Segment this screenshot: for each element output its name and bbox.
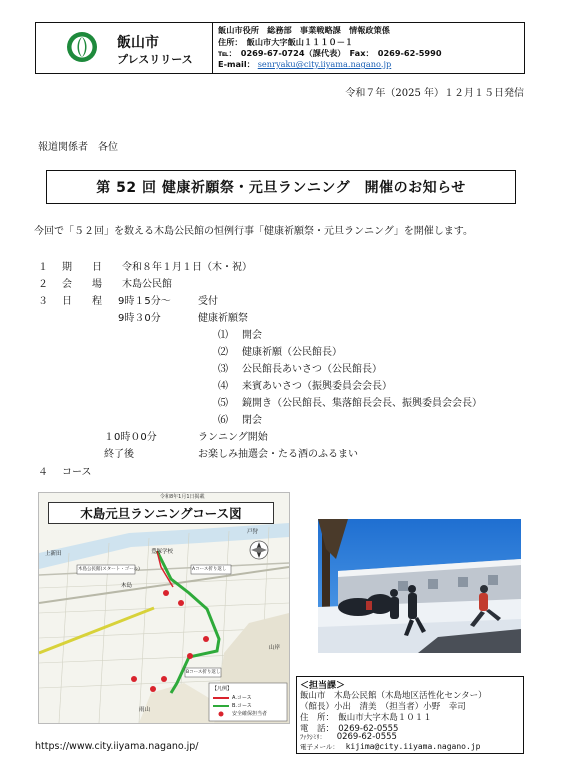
contact-fax-line — [300, 732, 397, 742]
city-name: 飯山市 — [117, 35, 159, 51]
footer-url[interactable]: https://www.city.iiyama.nagano.jp/ — [35, 741, 199, 752]
date-value: 令和８年１月１日（木・祝） — [122, 262, 252, 273]
schedule-time-4: 終了後 — [104, 449, 134, 460]
contact-box — [296, 676, 524, 754]
map-legend-dot: 安全確保担当者 — [232, 711, 268, 717]
map-legend-b: B.コース — [232, 703, 252, 709]
email-line — [218, 59, 391, 70]
map-school-label: 豊塚学校 — [151, 549, 174, 555]
page-title: 第 52 回 健康祈願祭・元旦ランニング 開催のお知らせ — [96, 180, 466, 196]
map-area-kamishinden: 上新田 — [45, 551, 62, 557]
schedule-event-1: 受付 — [198, 296, 218, 307]
running-photo-image — [318, 519, 521, 653]
contact-email[interactable]: kijima@city.iiyama.nagano.jp — [345, 742, 481, 751]
map-legend-a: A.コース — [232, 695, 252, 701]
map-start-label: 木島公民館(スタート・ゴール) — [78, 567, 140, 572]
map-area-kijima: 木島 — [121, 583, 133, 589]
schedule-event-2: 健康祈願祭 — [198, 313, 248, 324]
email-link[interactable]: senryaku@city.iiyama.nagano.jp — [257, 59, 392, 69]
map-legend-title: 【凡例】 — [212, 686, 233, 692]
contact-fax-label: ﾌｧｸｼﾐﾘ： — [300, 733, 326, 741]
contact-title: ＜担当課＞ — [300, 681, 346, 691]
sub-num-1: ⑴ — [218, 330, 228, 341]
sub-item-4: 来賓あいさつ（振興委員会会長） — [242, 381, 392, 392]
map-area-togari: 戸狩 — [247, 529, 259, 535]
schedule-event-4: お楽しみ抽選会・たる酒のふるまい — [198, 449, 358, 460]
issue-date: 令和７年（2025 年）１２月１５日発信 — [345, 88, 524, 99]
map-b-turn-label: Bコース折り返し — [186, 670, 221, 675]
sub-num-5: ⑸ — [218, 398, 228, 409]
schedule-time-2: 9時３0分 — [118, 313, 161, 324]
schedule-num: ３ — [38, 296, 48, 307]
running-photo — [318, 519, 521, 653]
map-area-ameyama: 雨山 — [139, 707, 151, 713]
contact-fax: 0269-62-0555 — [336, 732, 397, 742]
tel-fax-line: ℡： 0269-67-0724（課代表） Fax： 0269-62-5990 — [218, 48, 442, 58]
date-num: １ — [38, 262, 48, 273]
map-date: 令和8年1月1日掲載 — [160, 494, 205, 500]
sub-item-2: 健康祈願（公民館長） — [242, 347, 342, 358]
date-label: 期 日 — [62, 262, 102, 273]
schedule-time-1: 9時１5分～ — [118, 296, 171, 307]
course-map — [38, 492, 290, 724]
sub-num-2: ⑵ — [218, 347, 228, 358]
address-line: 住所： 飯山市大字飯山１１１０－１ — [218, 37, 354, 47]
venue-num: ２ — [38, 279, 48, 290]
sub-item-3: 公民館長あいさつ（公民館長） — [242, 364, 382, 375]
sub-num-3: ⑶ — [218, 364, 228, 375]
map-area-yamagishi: 山岸 — [269, 645, 281, 651]
schedule-time-3: １0時０0分 — [104, 432, 157, 443]
department-line: 飯山市役所 総務部 事業戦略課 情報政策係 — [218, 25, 390, 35]
sub-item-5: 鏡開き（公民館長、集落館長会長、振興委員会会長） — [242, 398, 482, 409]
sub-item-1: 開会 — [242, 330, 262, 341]
sub-num-6: ⑹ — [218, 415, 228, 426]
map-title-box — [48, 502, 274, 524]
contact-org: 飯山市 木島公民館（木島地区活性化センター） — [300, 691, 487, 701]
map-title: 木島元旦ランニングコース図 — [80, 506, 242, 521]
venue-value: 木島公民館 — [122, 279, 172, 290]
logo-cell — [36, 23, 213, 73]
course-num: ４ — [38, 467, 48, 478]
map-a-turn-label: Aコース折り返し — [192, 567, 227, 572]
sub-num-4: ⑷ — [218, 381, 228, 392]
press-release-label: プレスリリース — [117, 53, 193, 66]
intro-text: 今回で「５２回」を数える木島公民館の恒例行事「健康祈願祭・元旦ランニング」を開催します。 — [34, 226, 473, 237]
contact-address: 住 所： 飯山市大字木島１０１１ — [300, 713, 432, 723]
title-box — [46, 170, 516, 204]
schedule-event-3: ランニング開始 — [198, 432, 268, 443]
schedule-label: 日 程 — [62, 296, 102, 307]
venue-label: 会 場 — [62, 279, 102, 290]
contact-email-line — [300, 742, 480, 752]
contact-email-label: 電子メール： — [300, 743, 339, 751]
sub-item-6: 閉会 — [242, 415, 262, 426]
city-emblem-icon — [66, 31, 98, 63]
contact-person: （館長）小出 清美 （担当者）小野 幸司 — [300, 702, 466, 712]
header-box — [35, 22, 525, 74]
contact-tel: 電 話： 0269-62-0555 — [300, 724, 399, 734]
course-label: コース — [62, 467, 92, 478]
email-label: E-mail： — [218, 59, 255, 69]
addressee: 報道関係者 各位 — [38, 142, 118, 153]
